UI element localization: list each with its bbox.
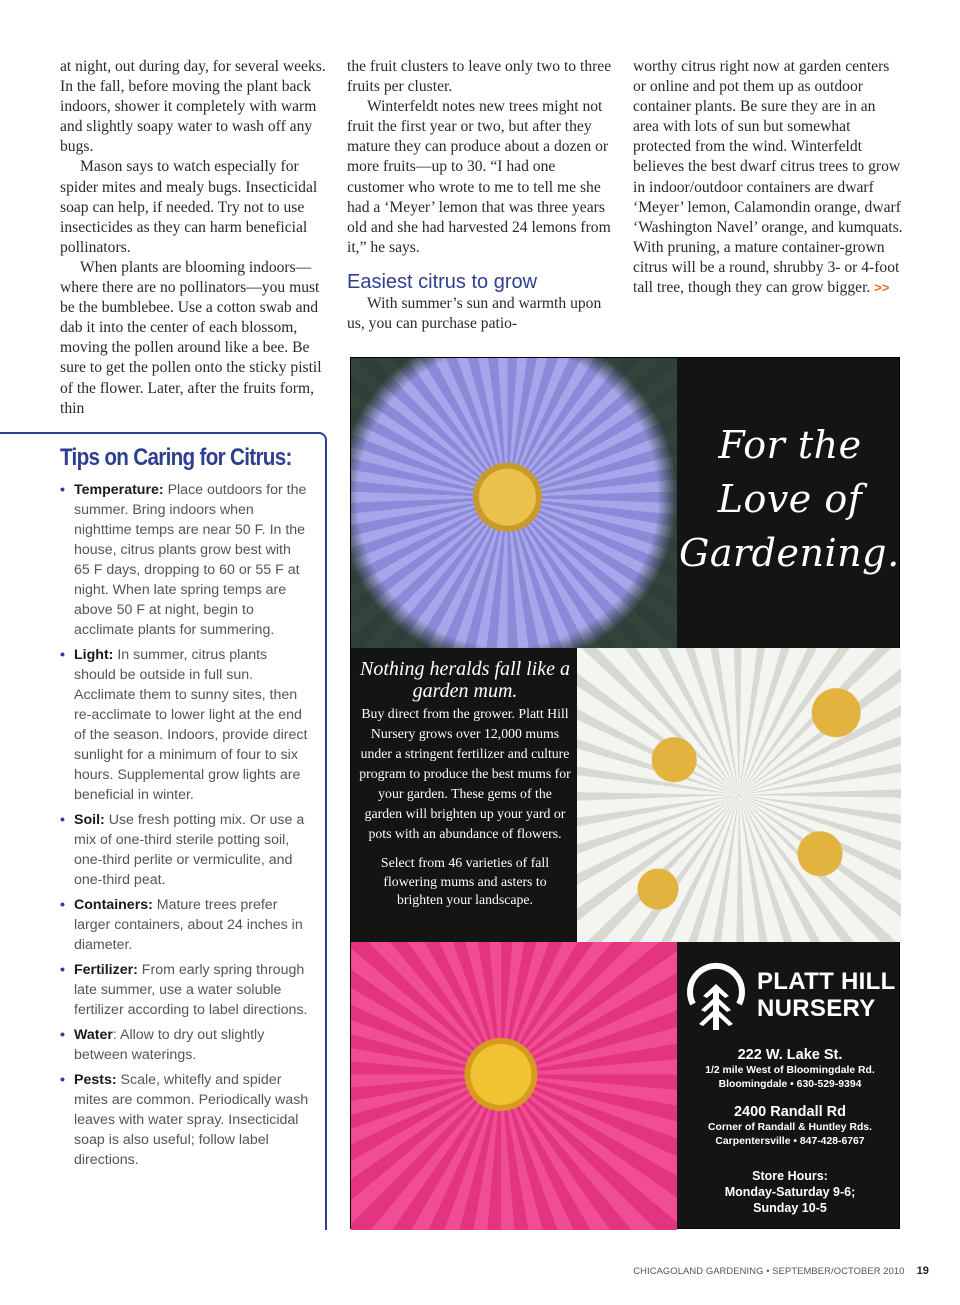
tip-text: Place outdoors for the summer. Bring indoors when nighttime temps are near 50 F. In the house, citrus plants grow best with 65 F days, dropping to 60 or 55 F at night. When late spring temps are above 50 F at night, begin to acclimate plants for summering. bbox=[74, 482, 307, 638]
article-column-1 bbox=[60, 57, 328, 419]
publication-info: CHICAGOLAND GARDENING • SEPTEMBER/OCTOBER 2010 bbox=[633, 1265, 905, 1276]
brand-line: NURSERY bbox=[757, 995, 876, 1022]
article-paragraph: at night, out during day, for several weeks. In the fall, before moving the plant back indoors, shower it completely with warm and slightly soapy water to wash off any bugs. bbox=[60, 58, 326, 156]
hours-sunday: Sunday 10-5 bbox=[753, 1201, 827, 1215]
ad-copy-body: Buy direct from the grower. Platt Hill Nursery grows over 12,000 mums under a stringent fertilizer and culture program to produce the best mums for your garden. These gems of the garden will brighten up your yard or pots with an abundance of flowers. bbox=[359, 706, 571, 841]
tip-term: Water bbox=[74, 1027, 113, 1043]
tip-text: Mature trees prefer larger containers, about 24 inches in diameter. bbox=[74, 897, 303, 953]
hours-weekday: Monday-Saturday 9-6; bbox=[724, 1185, 856, 1199]
tip-text: Scale, whitefly and spider mites are common. Periodically wash leaves with water spray. Insecticidal soap is also useful; follow label directions. bbox=[74, 1072, 309, 1168]
brand-name bbox=[757, 968, 896, 1022]
tip-item bbox=[60, 810, 310, 890]
bullet-icon: • bbox=[60, 647, 65, 663]
tip-item bbox=[60, 1025, 310, 1065]
article-paragraph: Winterfeldt notes new trees might not fruit the first year or two, but after they mature they can produce about a dozen or more fruits—up to 30. “I had one customer who wrote to me to tell me she had a ‘Meyer’ lemon that was three years old and she had harvested 24 lemons from it,” he says. bbox=[347, 98, 611, 256]
tip-item bbox=[60, 1070, 310, 1170]
article-paragraph bbox=[633, 57, 905, 298]
ad-copy bbox=[359, 658, 571, 910]
tip-term: Soil: bbox=[74, 812, 105, 828]
article-paragraph: Mason says to watch especially for spider mites and mealy bugs. Insecticidal soap can help, if needed. Try not to use insecticides as they can harm beneficial pollinators. bbox=[60, 158, 318, 256]
tip-item bbox=[60, 645, 310, 805]
page-footer bbox=[633, 1265, 929, 1277]
street-address: 2400 Randall Rd bbox=[733, 1104, 846, 1120]
ad-headline: For the Love of Gardening… bbox=[679, 423, 926, 575]
article-paragraph: With summer’s sun and warmth upon us, you can purchase patio- bbox=[347, 294, 602, 333]
tree-logo-icon bbox=[685, 962, 747, 1032]
tip-term: Fertilizer: bbox=[74, 962, 138, 978]
tip-term: Pests: bbox=[74, 1072, 117, 1088]
tip-text: In summer, citrus plants should be outside in full sun. Acclimate them to sunny sites, then re-acclimate to lower light at the end of the season. Indoors, provide direct sunlight for a minimum of four to six hours. Supplemental grow lights are beneficial in winter. bbox=[74, 647, 308, 803]
location-carpentersville bbox=[687, 1103, 893, 1149]
page-number: 19 bbox=[916, 1265, 929, 1277]
article-paragraph: the fruit clusters to leave only two to three fruits per cluster. bbox=[347, 58, 612, 96]
continued-arrow[interactable]: >> bbox=[874, 280, 890, 296]
location-bloomingdale bbox=[687, 1046, 893, 1092]
bullet-icon: • bbox=[60, 897, 65, 913]
hours-label: Store Hours: bbox=[752, 1169, 828, 1183]
article-column-2 bbox=[347, 57, 615, 334]
article-paragraph: When plants are blooming indoors—where there are no pollinators—you must be the bumblebee. Use a cotton swab and dab it into the center of each blossom, moving the pollen around like a bee. Be sure to get the pollen onto the sticky pistil of the flower. Later, after the fruits form, thin bbox=[60, 258, 322, 417]
tips-title: Tips on Caring for Citrus: bbox=[60, 444, 292, 471]
bullet-icon: • bbox=[60, 1072, 65, 1088]
bullet-icon: • bbox=[60, 962, 65, 978]
tip-item bbox=[60, 960, 310, 1020]
address-detail: Corner of Randall & Huntley Rds. bbox=[708, 1122, 872, 1133]
section-subhead: Easiest citrus to grow bbox=[347, 270, 538, 293]
tip-text: : Allow to dry out slightly between waterings. bbox=[74, 1027, 265, 1063]
tip-text: From early spring through late summer, use a water soluble fertilizer according to label directions. bbox=[74, 962, 308, 1018]
nursery-advertisement[interactable] bbox=[350, 357, 926, 1229]
bullet-icon: • bbox=[60, 1027, 65, 1043]
ad-copy-varieties: Select from 46 varieties of fall flowering mums and asters to brighten your landscape. bbox=[380, 855, 550, 907]
street-address: 222 W. Lake St. bbox=[737, 1047, 843, 1063]
tips-list bbox=[60, 480, 310, 1175]
article-text: worthy citrus right now at garden centers or online and pot them up as outdoor container plants. Be sure they are in an area with lots of sun but somewhat protected from the wind. Winterfeldt believes the best dwarf citrus trees to grow in indoor/outdoor containers are dwarf ‘Meyer’ lemon, Calamondin orange, dwarf ‘Washington Navel’ orange, and kumquats. With pruning, a mature container-grown citrus will be a round, shrubby 3- or 4-foot tall tree, though they can grow bigger. bbox=[633, 58, 903, 297]
tip-term: Light: bbox=[74, 647, 114, 663]
ad-copy-heading: Nothing heralds fall like a garden mum. bbox=[360, 658, 570, 702]
city-phone: Carpentersville • 847-428-6767 bbox=[715, 1136, 865, 1147]
tip-term: Temperature: bbox=[74, 482, 164, 498]
tip-term: Containers: bbox=[74, 897, 153, 913]
brand-line: PLATT HILL bbox=[757, 968, 896, 995]
tip-item bbox=[60, 480, 310, 640]
tip-item bbox=[60, 895, 310, 955]
store-hours bbox=[687, 1168, 893, 1216]
city-phone: Bloomingdale • 630-529-9394 bbox=[718, 1079, 862, 1090]
bullet-icon: • bbox=[60, 482, 65, 498]
bullet-icon: • bbox=[60, 812, 65, 828]
article-column-3 bbox=[633, 57, 905, 298]
address-detail: 1/2 mile West of Bloomingdale Rd. bbox=[705, 1065, 875, 1076]
tips-sidebar bbox=[0, 432, 327, 1230]
purple-aster-photo bbox=[351, 358, 677, 648]
pink-mum-photo bbox=[351, 942, 677, 1230]
tip-text: Use fresh potting mix. Or use a mix of one-third sterile potting soil, one-third perlite or vermiculite, and one-third peat. bbox=[74, 812, 305, 888]
white-mums-photo bbox=[577, 648, 901, 942]
